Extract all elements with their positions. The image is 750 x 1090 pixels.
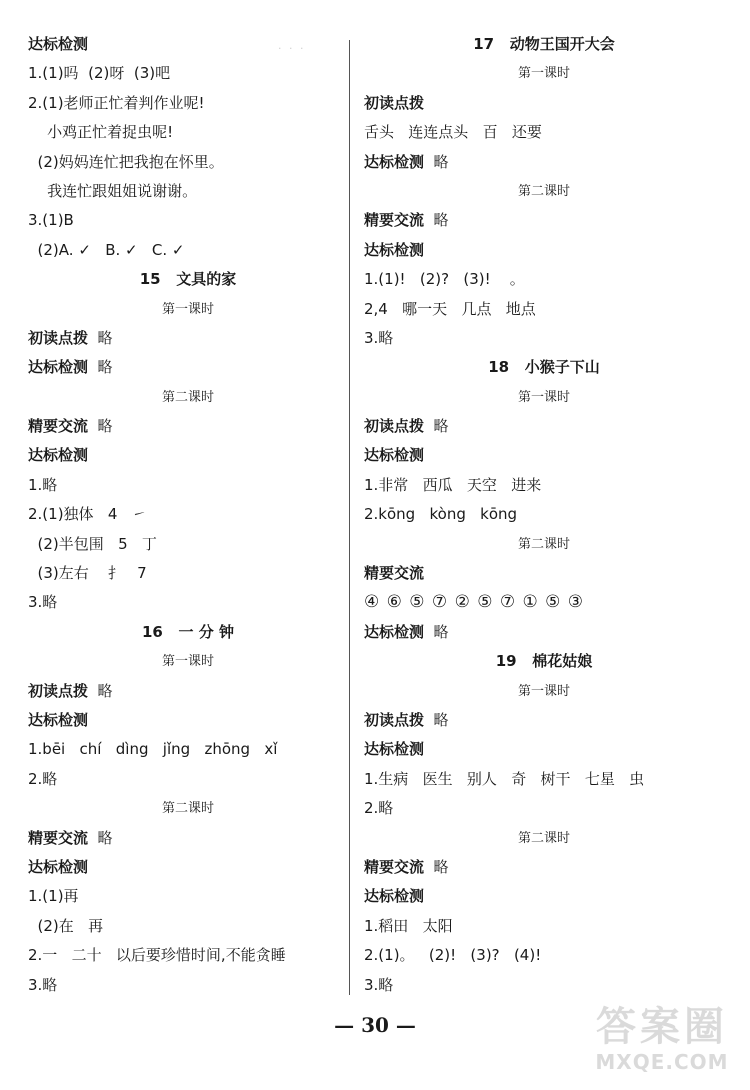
answer-line: 1.(1)吗 (2)呀 (3)吧 [28,64,171,83]
answer-line: 我连忙跟姐姐说谢谢。 [28,181,198,200]
answer-line: 1.生病 医生 别人 奇 树干 七星 虫 [364,769,645,788]
answer-line: 3.略 [28,975,58,994]
answer-text: 略 [88,828,113,847]
lesson-title: 15 文具的家 [139,270,237,289]
section-heading: 达标检测 [28,446,89,465]
section-heading: 达标检测 [28,35,89,53]
answer-text: 略 [424,857,449,876]
lesson-period: 第二课时 [517,536,570,552]
section-heading: 精要交流 [364,211,425,230]
answer-text: 略 [88,681,113,700]
column-divider [349,40,350,995]
answer-line: 2.略 [364,799,394,818]
answer-line [364,148,724,177]
section-heading: 精要交流 [28,417,89,436]
lesson-title: 19 棉花姑娘 [495,652,593,671]
watermark-top-text: 答案圈 [596,1004,728,1050]
lesson-period: 第二课时 [517,830,570,846]
section-heading: 达标检测 [364,887,425,906]
section-heading: 达标检测 [364,152,425,171]
answer-line: 2.略 [28,769,58,788]
section-heading: 初读点拨 [28,328,89,347]
section-heading: 达标检测 [28,857,89,876]
answer-line [364,412,724,441]
answer-line [28,324,348,353]
answer-text: 略 [88,328,113,347]
answer-line: 1.(1)再 [28,887,79,906]
section-heading: 精要交流 [364,857,425,876]
answer-line [364,206,724,235]
answer-line: 小鸡正忙着捉虫呢! [28,123,174,142]
watermark-logo [582,1004,742,1084]
answer-line: 2.一 二十 以后要珍惜时间,不能贪睡 [28,946,286,965]
answer-line: (2)A. ✓ B. ✓ C. ✓ [28,240,185,259]
right-column [364,30,724,1000]
answer-line: 2.(1)。 (2)! (3)? (4)! [364,946,542,965]
answer-line: 3.略 [28,593,58,612]
answer-line: 1.略 [28,475,58,494]
answer-line [28,412,348,441]
answer-sequence: ④ ⑥ ⑤ ⑦ ② ⑤ ⑦ ① ⑤ ③ [364,592,585,613]
section-heading: 达标检测 [364,240,425,259]
lesson-period: 第一课时 [517,389,570,405]
lesson-title: 18 小猴子下山 [488,358,600,377]
answer-line: 1.(1)! (2)? (3)! 。 [364,270,525,289]
section-heading: 达标检测 [28,358,89,377]
answer-line [28,353,348,382]
lesson-period: 第一课时 [517,683,570,699]
answer-line: 3.(1)B [28,211,74,230]
answer-line: 3.略 [364,328,394,347]
answer-line: (2)半包围 5 丁 [28,534,157,553]
page-number: — 30 — [334,1013,416,1037]
answer-line: 1.bēi chí dìng jǐng zhōng xǐ [28,740,278,759]
lesson-title: 16 一 分 钟 [142,622,234,641]
section-heading: 精要交流 [28,828,89,847]
section-heading: 初读点拨 [364,417,425,436]
watermark-bottom-text: MXQE.COM [595,1050,729,1074]
scan-smudge: · · · [278,42,306,55]
answer-text: 略 [424,710,449,729]
lesson-title: 17 动物王国开大会 [473,35,615,53]
section-heading: 初读点拨 [364,93,425,112]
section-heading: 达标检测 [28,710,89,729]
answer-line: (2)妈妈连忙把我抱在怀里。 [28,152,224,171]
answer-text: 略 [424,622,449,641]
section-heading: 精要交流 [364,564,425,583]
answer-text: 略 [88,358,113,377]
answer-line: 2,4 哪一天 几点 地点 [364,299,536,318]
section-heading: 达标检测 [364,446,425,465]
answer-line: 1.非常 西瓜 天空 进来 [364,475,542,494]
lesson-period: 第二课时 [161,389,214,405]
answer-text: 略 [424,211,449,230]
answer-line: 3.略 [364,975,394,994]
answer-line [364,618,724,647]
lesson-period: 第一课时 [161,654,214,670]
answer-text: 略 [88,417,113,436]
answer-line [364,853,724,882]
section-heading: 初读点拨 [28,681,89,700]
section-heading: 达标检测 [364,622,425,641]
answer-line [28,824,348,853]
answer-line: 2.(1)独体 4 ㇀ [28,505,147,524]
answer-line [28,677,348,706]
left-column [28,30,348,1000]
section-heading: 初读点拨 [364,710,425,729]
lesson-period: 第二课时 [161,801,214,817]
lesson-period: 第一课时 [517,66,570,82]
answer-line: 2.(1)老师正忙着判作业呢! [28,93,205,112]
answer-line: 2.kōng kòng kōng [364,505,518,524]
lesson-period: 第二课时 [517,183,570,199]
answer-line [364,706,724,735]
answer-line: (3)左右 扌 7 [28,564,147,583]
lesson-period: 第一课时 [161,301,214,317]
answer-text: 略 [424,417,449,436]
section-heading: 达标检测 [364,740,425,759]
answer-line: 舌头 连连点头 百 还要 [364,123,542,142]
answer-line: 1.稻田 太阳 [364,916,453,935]
answer-text: 略 [424,152,449,171]
answer-line: (2)在 再 [28,916,104,935]
